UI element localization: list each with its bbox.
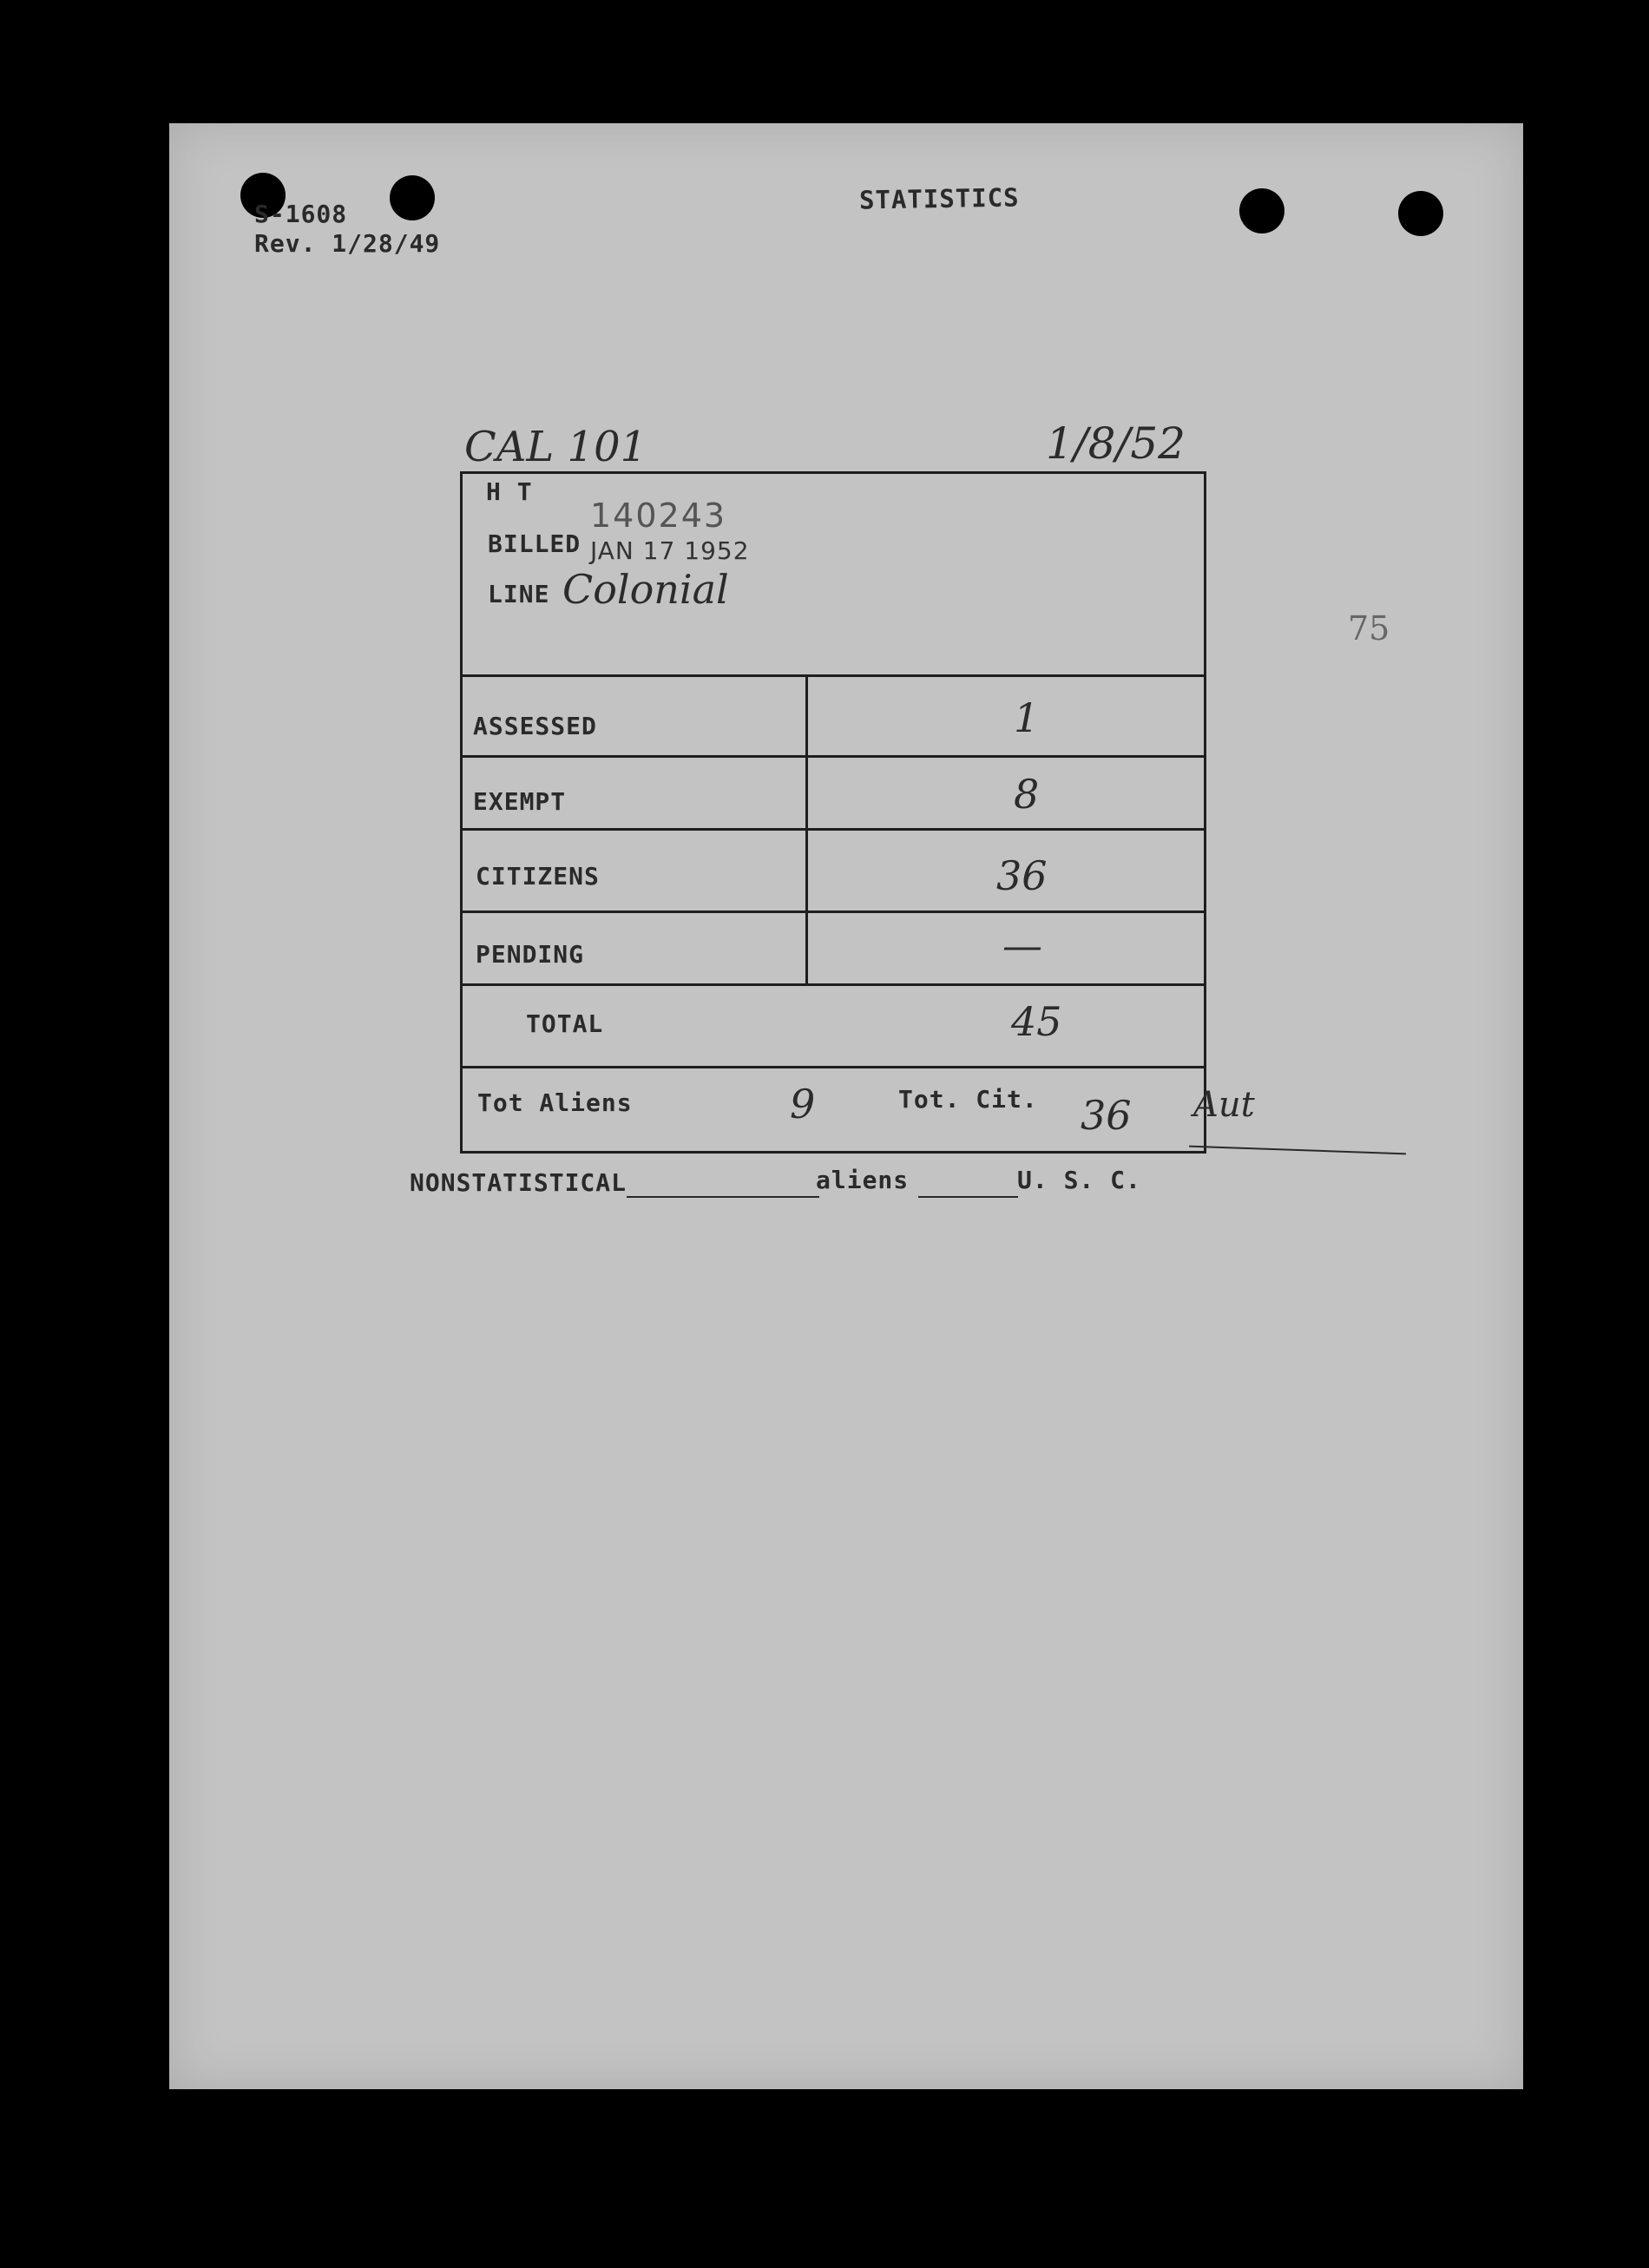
row-value-pending: —	[1002, 922, 1042, 969]
punch-hole	[390, 175, 435, 220]
row-value-citizens: 36	[996, 852, 1048, 899]
line-value: Colonial	[562, 566, 729, 613]
row-value-exempt: 8	[1014, 771, 1040, 818]
aliens-blank	[918, 1196, 1018, 1198]
arrival-date: 1/8/52	[1046, 418, 1186, 469]
divider	[460, 755, 1206, 758]
tot-cit-value: 36	[1081, 1092, 1132, 1139]
divider	[460, 1066, 1206, 1068]
form-revision: Rev. 1/28/49	[254, 229, 441, 258]
punch-hole	[1239, 188, 1284, 233]
aliens-label: aliens	[816, 1166, 910, 1194]
total-value: 45	[1011, 998, 1062, 1045]
line-label: LINE	[488, 580, 550, 608]
tot-cit-label: Tot. Cit.	[898, 1085, 1038, 1114]
divider	[460, 674, 1206, 677]
column-divider	[805, 674, 808, 983]
inspector-initials: Aut	[1193, 1085, 1255, 1125]
row-value-assessed: 1	[1014, 694, 1040, 741]
punch-hole	[1398, 191, 1443, 236]
nonstatistical-blank	[627, 1196, 819, 1198]
divider	[460, 910, 1206, 913]
side-note: 75	[1348, 609, 1390, 648]
ht-label: H T	[486, 477, 533, 506]
total-label: TOTAL	[526, 1009, 604, 1038]
billed-number-stamp: 140243	[590, 496, 727, 535]
divider	[460, 983, 1206, 986]
tot-aliens-label: Tot Aliens	[477, 1088, 633, 1117]
row-label-pending: PENDING	[476, 940, 585, 969]
form-heading: STATISTICS	[858, 182, 1020, 215]
vessel-name: CAL 101	[464, 423, 647, 471]
divider	[460, 828, 1206, 831]
billed-label: BILLED	[488, 529, 581, 558]
row-label-exempt: EXEMPT	[473, 787, 567, 816]
tot-aliens-value: 9	[790, 1081, 816, 1127]
billed-date-stamp: JAN 17 1952	[590, 536, 750, 565]
nonstatistical-label: NONSTATISTICAL	[410, 1168, 627, 1197]
usc-label: U. S. C.	[1017, 1166, 1141, 1194]
form-number: S-1608	[254, 200, 348, 228]
row-label-assessed: ASSESSED	[473, 712, 597, 740]
row-label-citizens: CITIZENS	[476, 862, 600, 891]
